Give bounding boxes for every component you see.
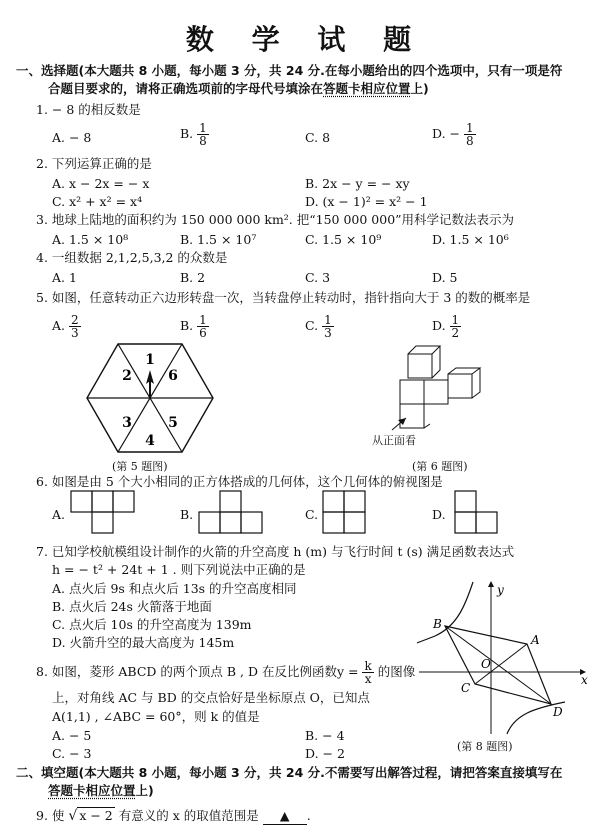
denominator: 2 bbox=[451, 326, 460, 340]
q6-option-b: B. bbox=[180, 507, 194, 522]
denominator: 3 bbox=[71, 326, 79, 340]
q7-option-a: A. 点火后 9s 和点火后 13s 的升空高度相同 bbox=[52, 581, 297, 596]
cube-solid-figure bbox=[360, 338, 500, 434]
answer-card-emphasis: 答题卡相应位置 bbox=[323, 81, 411, 96]
page-title: 数 学 试 题 bbox=[185, 23, 426, 56]
section-1-text: 合题目要求的，请将正确选项前的字母代号填涂在 bbox=[48, 81, 324, 96]
q2-option-b: B. 2x − y = − xy bbox=[305, 176, 410, 191]
question-8-text: 的图像 bbox=[377, 664, 416, 679]
figure-6-view-label: 从正面看 bbox=[372, 434, 416, 447]
sector-number: 6 bbox=[168, 368, 178, 384]
q4-option-c: C. 3 bbox=[305, 270, 331, 285]
point-c-label: C bbox=[461, 681, 471, 695]
q2-option-d: D. (x − 1)² = x² − 1 bbox=[305, 194, 428, 209]
q5-option-b-fraction bbox=[197, 314, 209, 339]
y-axis-label: y bbox=[497, 583, 504, 597]
section-2-end: 上) bbox=[135, 783, 154, 798]
q4-option-d: D. 5 bbox=[432, 270, 458, 285]
x-axis-label: x bbox=[581, 673, 588, 687]
answer-card-emphasis: 答题卡相应位置 bbox=[48, 783, 136, 798]
square-root-expression bbox=[68, 808, 114, 824]
q6-option-c: C. bbox=[305, 507, 319, 522]
section-1-heading bbox=[16, 62, 606, 98]
q5-option-b-label: B. bbox=[180, 318, 194, 333]
question-8-stem-line-3: A(1,1) , ∠ABC = 60°，则 k 的值是 bbox=[52, 709, 260, 724]
hexagon-spinner-figure bbox=[85, 342, 215, 454]
point-b-label: B bbox=[433, 617, 442, 631]
numerator: 2 bbox=[71, 313, 79, 327]
denominator: x bbox=[364, 672, 372, 686]
numerator: 1 bbox=[199, 313, 207, 327]
radical-sign-icon: √ bbox=[68, 808, 78, 824]
question-7-stem-line-1: 7. 已知学校航模组设计制作的火箭的升空高度 h (m) 与飞行时间 t (s) 满足函数表达式 bbox=[36, 544, 515, 559]
q5-option-a bbox=[52, 314, 81, 339]
point-d-label: D bbox=[553, 705, 563, 719]
figure-6-caption: (第 6 题图) bbox=[412, 460, 468, 473]
q7-option-c: C. 点火后 10s 的升空高度为 139m bbox=[52, 617, 252, 632]
sector-number: 2 bbox=[122, 368, 132, 384]
q3-option-d: D. 1.5 × 10⁶ bbox=[432, 232, 509, 247]
numerator: 1 bbox=[324, 313, 332, 327]
q5-option-c bbox=[305, 314, 334, 339]
numerator: 1 bbox=[451, 313, 460, 327]
question-8-stem-line-1 bbox=[36, 660, 415, 685]
q6-option-d-view bbox=[454, 490, 500, 534]
q3-option-c: C. 1.5 × 10⁹ bbox=[305, 232, 382, 247]
question-6-stem: 6. 如图是由 5 个大小相同的正方体搭成的几何体，这个几何体的俯视图是 bbox=[36, 474, 443, 489]
q1-option-d-fraction bbox=[464, 122, 476, 147]
question-2-stem: 2. 下列运算正确的是 bbox=[36, 156, 152, 171]
figure-5-caption: (第 5 题图) bbox=[112, 460, 168, 473]
figure-8-caption: (第 8 题图) bbox=[457, 740, 513, 753]
numerator: 1 bbox=[199, 121, 207, 135]
q7-option-b: B. 点火后 24s 火箭落于地面 bbox=[52, 599, 212, 614]
q6-option-a: A. bbox=[52, 507, 66, 522]
question-5-stem: 5. 如图，任意转动正六边形转盘一次，当转盘停止转动时，指针指向大于 3 的数的概率是 bbox=[36, 290, 531, 305]
question-9-text: 9. 使 bbox=[36, 808, 65, 823]
hyperbola-branch-upper-left bbox=[417, 582, 473, 643]
q5-option-d-label: D. bbox=[432, 318, 446, 333]
q1-option-c: C. 8 bbox=[305, 130, 331, 145]
denominator: 6 bbox=[199, 326, 207, 340]
section-1-line-1: 一、选择题(本大题共 8 小题，每小题 3 分，共 24 分.在每小题给出的四个选项中，只有一项是符 bbox=[16, 63, 563, 78]
q1-option-b-fraction bbox=[197, 122, 209, 147]
q5-option-d-fraction bbox=[450, 314, 462, 339]
question-7-stem-line-2: h = − t² + 24t + 1 . 则下列说法中正确的是 bbox=[52, 562, 306, 577]
question-1-stem: 1. − 8 的相反数是 bbox=[36, 102, 141, 117]
q2-option-c: C. x² + x² = x⁴ bbox=[52, 194, 143, 209]
numerator: 1 bbox=[465, 121, 474, 135]
denominator: 8 bbox=[199, 134, 207, 148]
question-8-stem-line-2: 上，对角线 AC 与 BD 的交点恰好是坐标原点 O，已知点 bbox=[52, 690, 370, 705]
section-2-line-1: 二、填空题(本大题共 8 小题，每小题 3 分，共 24 分.不需要写出解答过程，请把答案直接填写在 bbox=[16, 765, 563, 780]
k-over-x-fraction bbox=[362, 660, 373, 685]
question-9-text: 有意义的 x 的取值范围是 bbox=[118, 808, 259, 823]
q3-option-a: A. 1.5 × 10⁸ bbox=[52, 232, 129, 247]
q1-option-d-label: D. − bbox=[432, 126, 460, 141]
q6-option-d: D. bbox=[432, 507, 446, 522]
q6-option-b-view bbox=[198, 490, 264, 534]
answer-blank[interactable]: ▲ bbox=[263, 808, 307, 825]
q1-option-d bbox=[432, 122, 476, 147]
q6-option-a-view bbox=[70, 490, 136, 534]
sector-number: 5 bbox=[168, 415, 178, 431]
q8-option-a: A. − 5 bbox=[52, 728, 92, 743]
section-1-line-2 bbox=[16, 80, 606, 98]
q3-option-b: B. 1.5 × 10⁷ bbox=[180, 232, 257, 247]
question-8-text: 8. 如图，菱形 ABCD 的两个顶点 B , D 在反比例函数y = bbox=[36, 664, 359, 679]
radicand: x − 2 bbox=[79, 808, 113, 823]
q2-option-a: A. x − 2x = − x bbox=[52, 176, 150, 191]
q4-option-b: B. 2 bbox=[180, 270, 206, 285]
q1-option-b bbox=[180, 122, 209, 147]
section-2-line-2 bbox=[16, 782, 606, 800]
q8-option-d: D. − 2 bbox=[305, 746, 345, 761]
q1-option-a: A. − 8 bbox=[52, 130, 92, 145]
q1-option-b-label: B. bbox=[180, 126, 194, 141]
numerator: k bbox=[364, 659, 372, 673]
q8-option-c: C. − 3 bbox=[52, 746, 92, 761]
denominator: 8 bbox=[465, 134, 474, 148]
sector-number: 3 bbox=[122, 415, 132, 431]
section-1-end: 上) bbox=[410, 81, 429, 96]
section-2-heading bbox=[16, 764, 606, 800]
q7-option-d: D. 火箭升空的最大高度为 145m bbox=[52, 635, 235, 650]
question-9-stem bbox=[36, 808, 311, 825]
q5-option-a-fraction bbox=[69, 314, 81, 339]
q4-option-a: A. 1 bbox=[52, 270, 77, 285]
q5-option-c-label: C. bbox=[305, 318, 319, 333]
q8-option-b: B. − 4 bbox=[305, 728, 345, 743]
point-a-label: A bbox=[531, 633, 540, 647]
question-9-end: . bbox=[306, 808, 311, 823]
q5-option-c-fraction bbox=[322, 314, 334, 339]
sector-number: 4 bbox=[145, 433, 155, 449]
origin-label: O bbox=[481, 657, 491, 671]
question-4-stem: 4. 一组数据 2,1,2,5,3,2 的众数是 bbox=[36, 250, 228, 265]
q5-option-a-label: A. bbox=[52, 318, 66, 333]
denominator: 3 bbox=[324, 326, 332, 340]
q5-option-d bbox=[432, 314, 461, 339]
sector-number: 1 bbox=[145, 352, 155, 368]
q5-option-b bbox=[180, 314, 209, 339]
rhombus-hyperbola-figure bbox=[415, 576, 595, 736]
question-3-stem: 3. 地球上陆地的面积约为 150 000 000 km². 把“150 000 000”用科学记数法表示为 bbox=[36, 212, 515, 227]
q6-option-c-view bbox=[322, 490, 368, 534]
